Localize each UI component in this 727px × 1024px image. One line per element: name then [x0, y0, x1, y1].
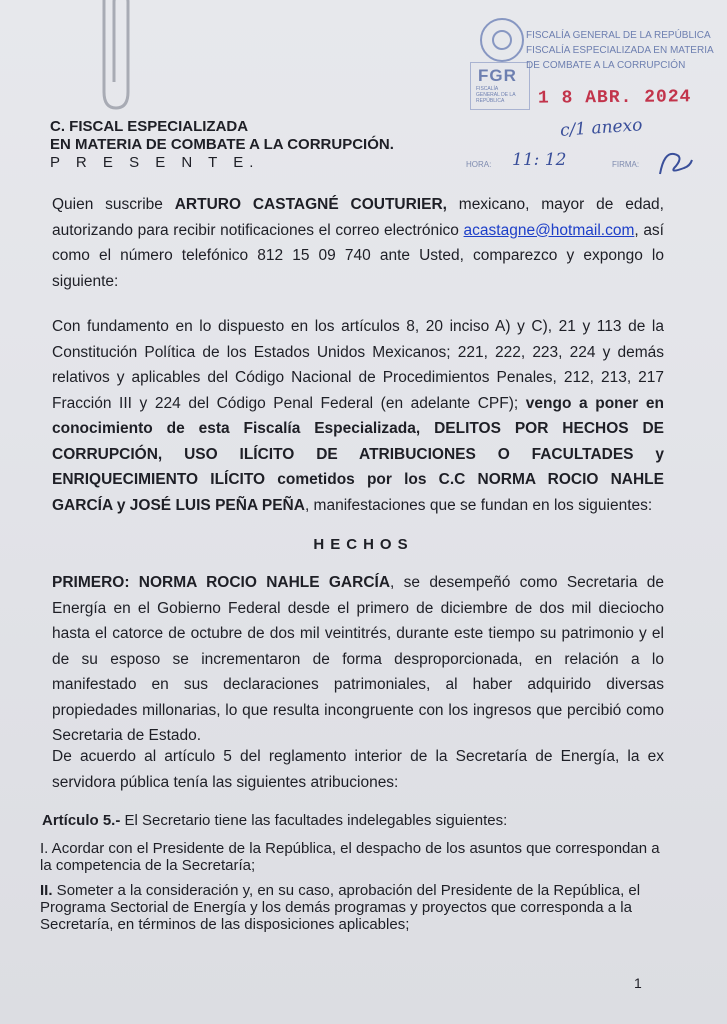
fundamento-paragraph	[52, 314, 664, 518]
fundamento-text: , manifestaciones que se fundan en los siguientes:	[304, 496, 653, 514]
hechos-heading: HECHOS	[313, 536, 414, 553]
fraccion-text: Someter a la consideración y, en su caso, aprobación del Presidente de la República, el Programa Sectorial de Energía y los demás programas y proyectos que corresponda a la Secretaría, en términos de las disposiciones aplicables;	[40, 882, 641, 933]
signer-name: ARTURO CASTAGNÉ COUTURIER,	[174, 196, 447, 213]
stamp-agency-sub: FISCALÍA GENERAL DE LA REPÚBLICA	[476, 86, 516, 104]
handwritten-annex: c/1 anexo	[559, 115, 644, 141]
stamp-line: FISCALÍA GENERAL DE LA REPÚBLICA	[526, 30, 711, 41]
addressee-block	[50, 118, 394, 172]
addressee-presente: P R E S E N T E.	[50, 154, 260, 171]
stamp-line: FISCALÍA ESPECIALIZADA EN MATERIA	[526, 45, 714, 56]
stamp-lines	[526, 28, 722, 73]
paperclip-icon	[92, 0, 136, 120]
intro-text: , así como el número telefónico 812 15 09 740 ante Usted, comparezco y expongo lo siguiente:	[52, 221, 664, 290]
eagle-seal-icon	[480, 18, 524, 62]
articulo-title-text: El Secretario tiene las facultades indelegables siguientes:	[120, 812, 508, 829]
page-number: 1	[634, 975, 642, 991]
email-link[interactable]: acastagne@hotmail.com	[463, 221, 635, 239]
articulo-title-bold: Artículo 5.-	[42, 812, 121, 829]
primero-bold: PRIMERO: NORMA ROCIO NAHLE GARCÍA	[52, 574, 391, 591]
primero-paragraph	[52, 570, 664, 749]
primero-text: , se desempeñó como Secretaria de Energía en el Gobierno Federal desde el primero de diciembre de dos mil dieciocho hasta el catorce de octubre de dos mil veintitrés, durante este tiempo su patrimonio y el de su esposo se incrementaron de forma desproporcionada, en relación a lo manifestado en sus declaraciones patrimoniales, al haber adquirido diversas propiedades millonarias, lo que resulta incongruente con los ingresos que percibió como Secretaria de Estado.	[52, 574, 665, 744]
stamp-date: 1 8 ABR. 2024	[537, 87, 692, 109]
fraccion-number: II.	[40, 882, 53, 899]
stamp-line: DE COMBATE A LA CORRUPCIÓN	[526, 60, 686, 71]
addressee-line: C. FISCAL ESPECIALIZADA	[50, 118, 249, 135]
firma-label: FIRMA:	[612, 160, 640, 169]
articulo-fraccion-i	[40, 840, 660, 874]
fraccion-text: Acordar con el Presidente de la República, el despacho de los asuntos que correspondan a la competencia de la Secretaría;	[40, 840, 660, 874]
hora-label: HORA:	[466, 160, 492, 169]
intro-paragraph	[52, 192, 664, 294]
articulo-fraccion-ii	[40, 882, 660, 933]
articulo-title	[42, 812, 662, 829]
signature-icon	[654, 148, 694, 178]
handwritten-time: 11: 12	[512, 150, 567, 170]
addressee-line: EN MATERIA DE COMBATE A LA CORRUPCIÓN.	[50, 136, 394, 153]
fundamento-text: Con fundamento en lo dispuesto en los artículos 8, 20 inciso A) y C), 21 y 113 de la Constitución Política de los Estados Unidos Mexicanos; 221, 222, 223, 224 y demás relativos y aplicables del Código Nacional de Procedimientos Penales, 212, 213, 217 Fracción III y 224 del Código Penal Federal (en adelante CPF);	[52, 318, 664, 412]
fraccion-number: I.	[40, 840, 49, 857]
acuerdo-paragraph: De acuerdo al artículo 5 del reglamento interior de la Secretaría de Energía, la ex servidora pública tenía las siguientes atribuciones:	[52, 748, 664, 791]
intro-text: Quien suscribe	[52, 196, 175, 213]
stamp-agency: FGR	[478, 66, 517, 85]
intro-text: mexicano, mayor de edad, autorizando para recibir notificaciones el correo electrónico	[52, 196, 664, 239]
fundamento-bold: vengo a poner en conocimiento de esta Fiscalía Especializada, DELITOS POR HECHOS DE CORRUPCIÓN, USO ILÍCITO DE ATRIBUCIONES O FACULTADES y ENRIQUECIMIENTO ILÍCITO cometidos por los C.C NORMA ROCIO NAHLE GARCÍA y JOSÉ LUIS PEÑA PEÑA	[52, 394, 664, 514]
